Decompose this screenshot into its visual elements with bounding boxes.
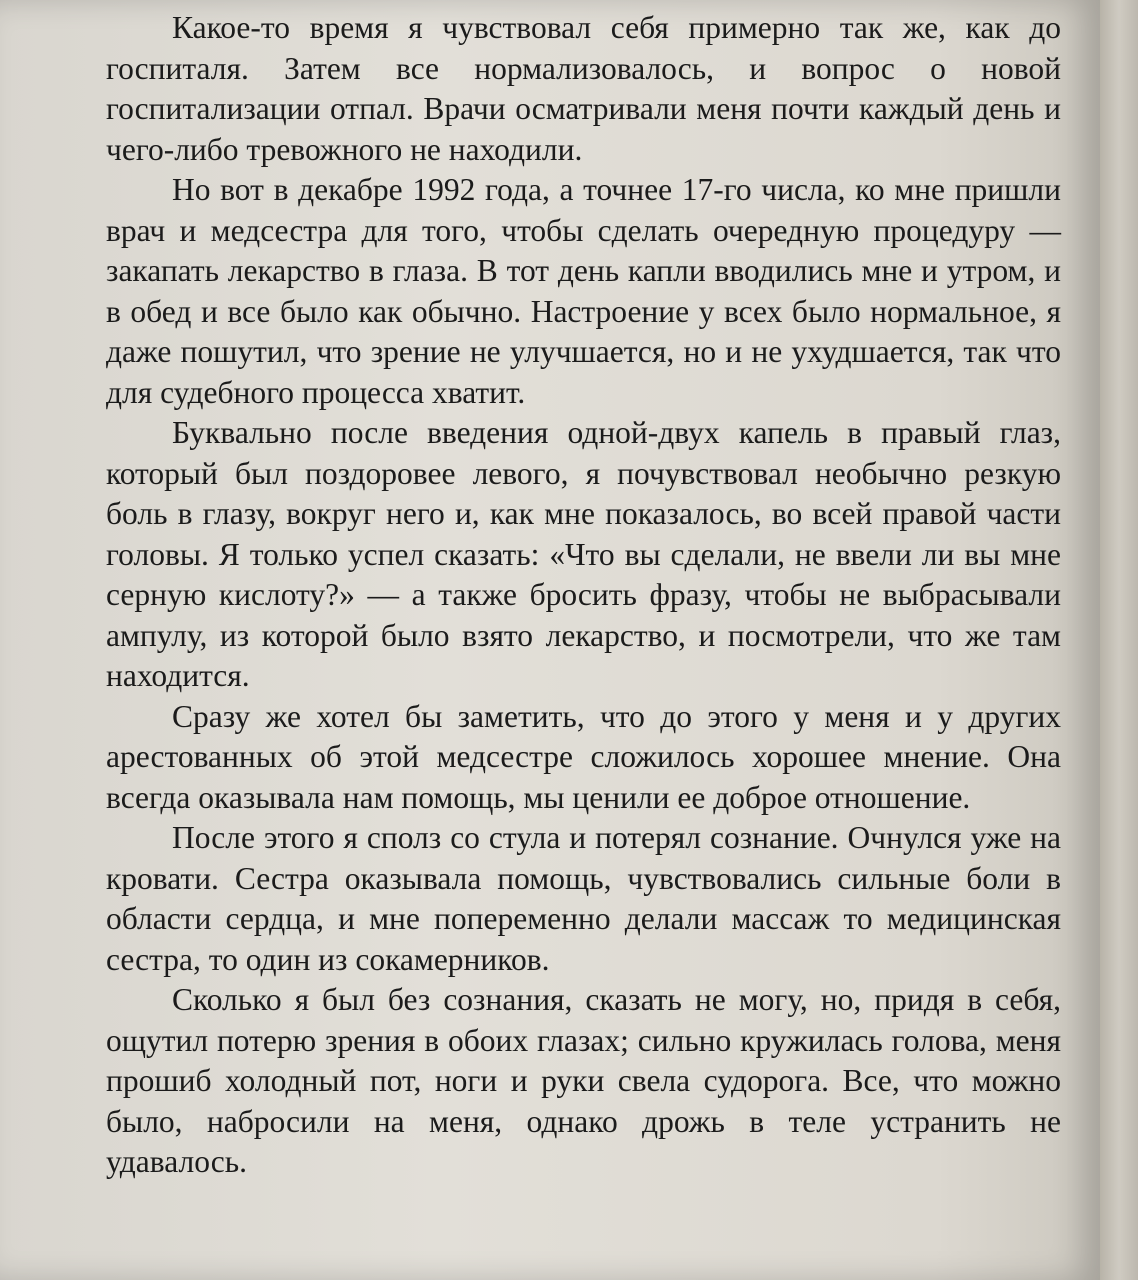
paragraph-5: После этого я сполз со стула и потерял сознание. Очнулся уже на кровати. Сестра оказывала помощь, чувствовались сильные боли в области сердца, и мне попеременно делали массаж то медицинская сестра, то один из сокамерников.	[106, 820, 1061, 977]
page-text	[106, 8, 1061, 1183]
paragraph-2: Но вот в декабре 1992 года, а точнее 17-го числа, ко мне пришли врач и медсестра для того, чтобы сделать очередную процедуру — закапать лекарство в глаза. В тот день капли вводились мне и утром, и в обед и все было как обычно. Настроение у всех было нормальное, я даже пошутил, что зрение не улучшается, но и не ухудшается, так что для судебного процесса хватит.	[106, 172, 1061, 410]
paragraph-6: Сколько я был без сознания, сказать не могу, но, придя в себя, ощутил потерю зрения в обоих глазах; сильно кружилась голова, меня прошиб холодный пот, ноги и руки свела судорога. Все, что можно было, набросили на меня, однако дрожь в теле устранить не удавалось.	[106, 982, 1061, 1179]
paragraph-1: Какое-то время я чувствовал себя примерно так же, как до госпиталя. Затем все нормализовалось, и вопрос о новой госпитализации отпал. Врачи осматривали меня почти каждый день и чего-либо тревожного не находили.	[106, 10, 1061, 167]
paragraph-3: Буквально после введения одной-двух капель в правый глаз, который был поздоровее левого, я почувствовал необычно резкую боль в глазу, вокруг него и, как мне показалось, во всей правой части головы. Я только успел сказать: «Что вы сделали, не ввели ли вы мне серную кислоту?» — а также бросить фразу, чтобы не выбрасывали ампулу, из которой было взято лекарство, и посмотрели, что же там находится.	[106, 415, 1061, 693]
paragraph-4: Сразу же хотел бы заметить, что до этого у меня и у других арестованных об этой медсестре сложилось хорошее мнение. Она всегда оказывала нам помощь, мы ценили ее доброе отношение.	[106, 698, 1061, 815]
adjacent-page-edge	[1100, 0, 1138, 1280]
